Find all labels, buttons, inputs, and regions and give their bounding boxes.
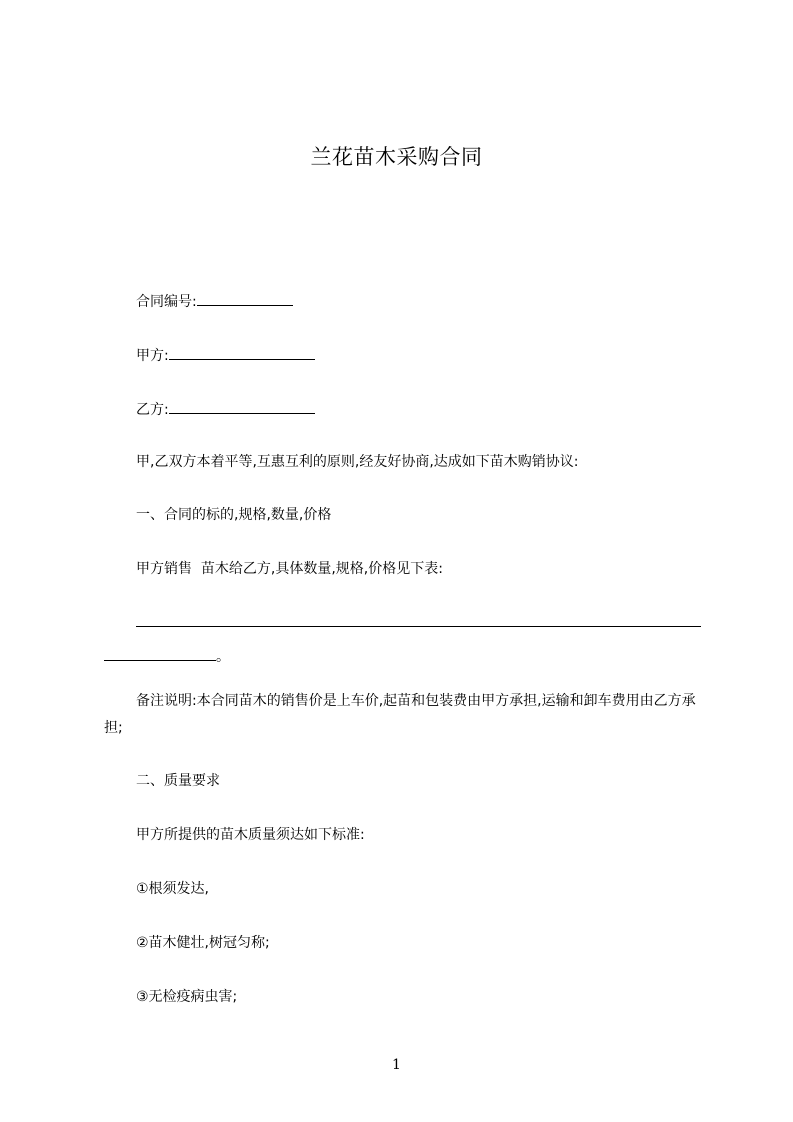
section-1-heading: 一、合同的标的,规格,数量,价格 [136, 507, 332, 523]
contract-number-blank [197, 291, 293, 306]
page-number: 1 [392, 1057, 401, 1073]
party-b-blank [169, 399, 315, 414]
quality-item: ①根须发达, [136, 881, 210, 897]
party-a-label: 甲方: [136, 348, 169, 364]
table-blank-tail-line [104, 646, 216, 661]
party-a-line [136, 345, 315, 365]
section-1-line: 甲方销售 苗木给乙方,具体数量,规格,价格见下表: [136, 561, 443, 577]
quality-item: ③无检疫病虫害; [136, 989, 238, 1005]
table-blank-tail-end: 。 [216, 649, 230, 665]
quality-intro: 甲方所提供的苗木质量须达如下标准: [136, 827, 365, 843]
note-paragraph: 备注说明:本合同苗木的销售价是上车价,起苗和包装费由甲方承担,运输和卸车费用由乙方承担; [104, 693, 696, 736]
party-b-line [136, 399, 315, 419]
section-2-heading: 二、质量要求 [136, 773, 220, 789]
contract-number-line [136, 291, 293, 311]
quality-item: ②苗木健壮,树冠匀称; [136, 935, 270, 951]
intro-paragraph: 甲,乙双方本着平等,互惠互利的原则,经友好协商,达成如下苗木购销协议: [136, 454, 579, 470]
party-a-blank [169, 345, 315, 360]
table-blank-tail [104, 646, 230, 666]
party-b-label: 乙方: [136, 402, 169, 418]
table-blank-line [136, 626, 701, 627]
contract-number-label: 合同编号: [136, 294, 197, 310]
page-title: 兰花苗木采购合同 [310, 145, 483, 169]
